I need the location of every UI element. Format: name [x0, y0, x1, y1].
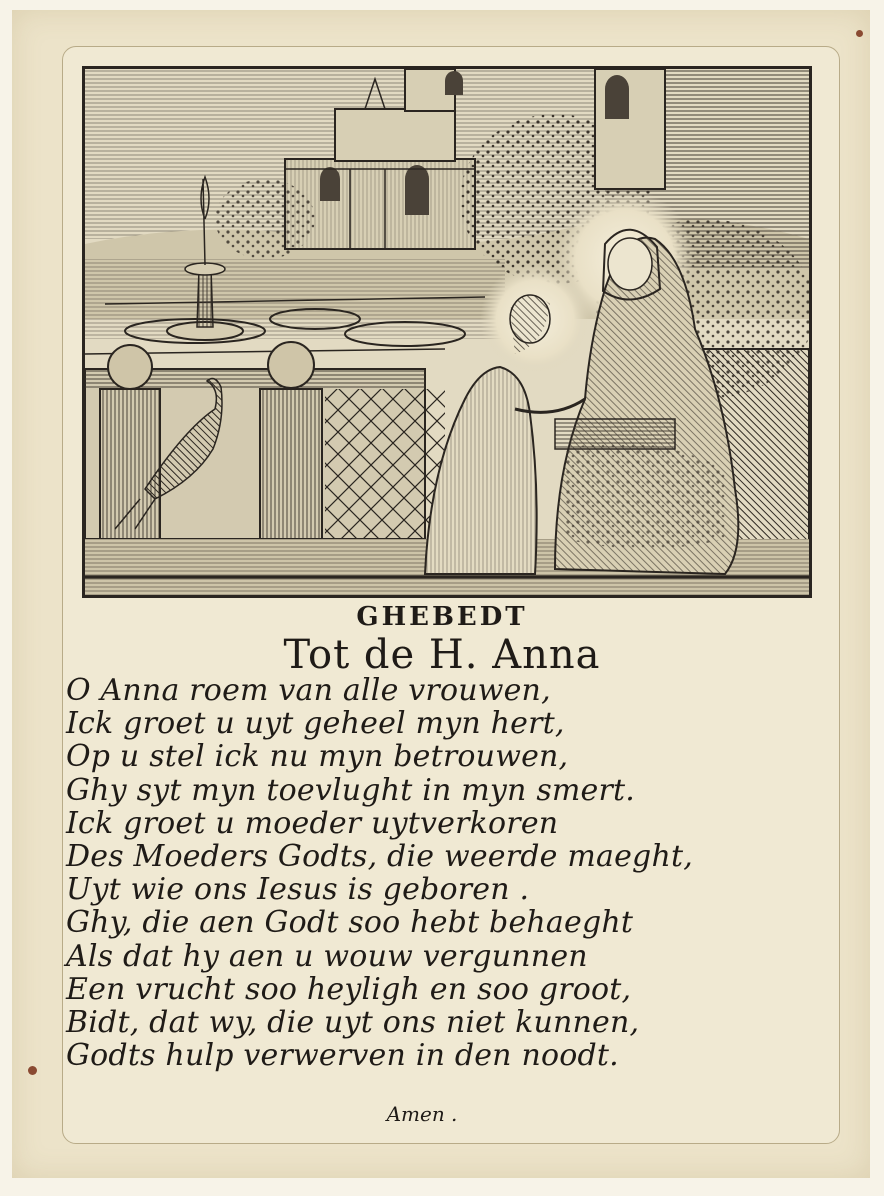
verse-line: Uyt wie ons Iesus is geboren .: [66, 872, 530, 908]
verse-line: Godts hulp verwerven in den noodt.: [66, 1038, 619, 1074]
verse-line: Ghy syt myn toevlught in myn smert.: [66, 772, 636, 808]
verse-line: Des Moeders Godts, die weerde maeght,: [66, 839, 693, 875]
verse-line: Op u stel ick nu myn betrouwen,: [66, 739, 569, 775]
prayer-heading: GHEBEDT: [356, 602, 528, 632]
engraving-saint-anne-and-mary: [82, 66, 812, 598]
prayer-closing: Amen .: [386, 1102, 458, 1126]
verse-line: Ghy, die aen Godt soo hebt behaeght: [66, 905, 634, 941]
verse-line: Als dat hy aen u wouw vergunnen: [66, 938, 588, 974]
verse-line: Ick groet u moeder uytverkoren: [66, 805, 559, 841]
verse-line: Bidt, dat wy, die uyt ons niet kunnen,: [66, 1005, 640, 1041]
foxing-spot: [856, 30, 863, 37]
verse-line: O Anna roem van alle vrouwen,: [66, 673, 551, 708]
prayer-verses: [66, 674, 836, 1072]
prayer-title: Tot de H. Anna: [283, 632, 601, 678]
foxing-spot: [28, 1066, 37, 1075]
verse-line: Ick groet u uyt geheel myn hert,: [66, 706, 565, 742]
verse-line: Een vrucht soo heyligh en soo groot,: [66, 971, 632, 1007]
